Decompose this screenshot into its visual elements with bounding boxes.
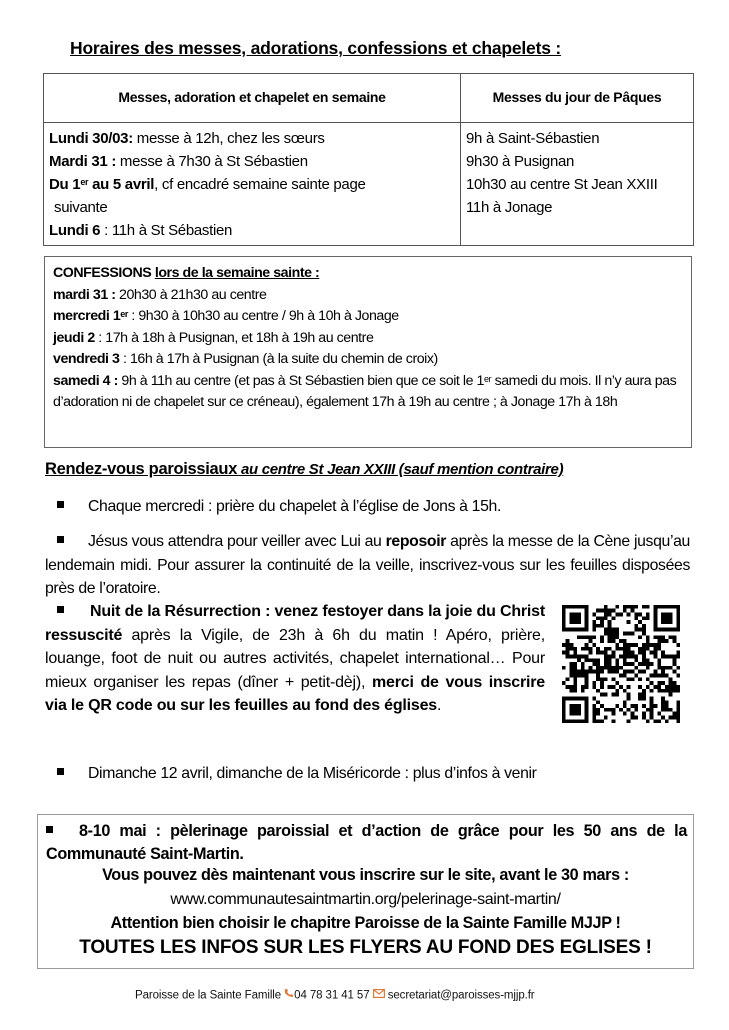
rendezvous-heading: Rendez-vous paroissiaux au centre St Jean XXIII (sauf mention contraire)	[45, 460, 564, 478]
schedule-row: Mardi 31 : messe à 7h30 à St Sébastien	[49, 153, 308, 170]
email-address[interactable]: secretariat@paroisses-mjjp.fr	[387, 989, 535, 1002]
confession-item: jeudi 2 : 17h à 18h à Pusignan, et 18h à 19h au centre	[53, 329, 374, 346]
phone-number[interactable]: 04 78 31 41 57	[294, 989, 370, 1002]
easter-schedule	[466, 127, 691, 219]
schedule-row-continued: suivante	[54, 199, 108, 216]
pilgrimage-link[interactable]: www.communautesaintmartin.org/pelerinage-saint-martin/	[170, 891, 561, 908]
confessions-heading: CONFESSIONS lors de la semaine sainte :	[53, 265, 320, 281]
list-item: Dimanche 12 avril, dimanche de la Miséricorde : plus d’infos à venir	[57, 762, 537, 786]
list-item: Nuit de la Résurrection : venez festoyer dans la joie du Christ ressuscité après la Vigile, de 23h à 6h du matin ! Apéro, prière, louange, foot de nuit ou autres activités, chapelet international… Pour mieux organiser les repas (dîner + petit-dèj), merci de vous inscrire via le QR code ou sur les feuilles au fond des églises.	[45, 603, 545, 714]
easter-mass: 9h à Saint-Sébastien	[466, 130, 600, 147]
easter-mass: 11h à Jonage	[466, 199, 553, 216]
schedule-row: Du 1er au 5 avril, cf encadré semaine sainte page	[49, 176, 366, 193]
footer	[135, 989, 535, 1002]
column-header-weekday: Messes, adoration et chapelet en semaine	[118, 89, 386, 105]
list-item: Jésus vous attendra pour veiller avec Lui au reposoir après la messe de la Cène jusqu’au lendemain midi. Pour assurer la continuité de la veille, inscrivez-vous sur les feuilles disposées près de l’oratoire.	[45, 533, 690, 597]
schedule-row: Lundi 30/03: messe à 12h, chez les sœurs	[49, 130, 325, 147]
mail-icon	[373, 989, 385, 1001]
phone-icon	[284, 988, 294, 1001]
schedule-table	[43, 73, 694, 246]
pilgrimage-announcement: 8-10 mai : pèlerinage paroissial et d’action de grâce pour les 50 ans de la Communauté Saint-Martin.	[46, 822, 687, 863]
confession-item: vendredi 3 : 16h à 17h à Pusignan (à la suite du chemin de croix)	[53, 351, 438, 367]
pilgrimage-registration: Vous pouvez dès maintenant vous inscrire sur le site, avant le 30 mars :	[102, 866, 629, 884]
pilgrimage-box	[37, 814, 694, 969]
confessions-box	[44, 256, 692, 448]
confession-item: mardi 31 : 20h30 à 21h30 au centre	[53, 286, 267, 303]
table-divider	[44, 122, 693, 123]
column-header-easter: Messes du jour de Pâques	[492, 89, 662, 105]
schedule-row: Lundi 6 : 11h à St Sébastien	[49, 222, 233, 239]
pilgrimage-notice: Attention bien choisir le chapitre Paroisse de la Sainte Famille MJJP !	[110, 914, 621, 932]
easter-mass: 9h30 à Pusignan	[466, 153, 575, 170]
page-title: Horaires des messes, adorations, confessions et chapelets :	[70, 38, 562, 58]
parish-name: Paroisse de la Sainte Famille	[135, 989, 282, 1002]
bullet-icon	[46, 826, 53, 833]
bullet-icon	[57, 501, 64, 508]
qr-code[interactable]	[556, 601, 686, 727]
bullet-icon	[57, 606, 64, 613]
confession-item: samedi 4 : 9h à 11h au centre (et pas à St Sébastien bien que ce soit le 1er samedi du mois. Il n’y aura pas d’adoration ni de chapelet sur ce créneau), également 17h à 19h au centre ; à Jonage 17h à 18h	[53, 372, 677, 410]
weekday-schedule	[49, 127, 454, 242]
easter-mass: 10h30 au centre St Jean XXIII	[466, 176, 658, 193]
bullet-icon	[57, 768, 64, 775]
bullet-icon	[57, 536, 64, 543]
list-item: Chaque mercredi : prière du chapelet à l’église de Jons à 15h.	[57, 495, 501, 519]
confession-item: mercredi 1er : 9h30 à 10h30 au centre / 9h à 10h à Jonage	[53, 308, 399, 324]
pilgrimage-flyers: TOUTES LES INFOS SUR LES FLYERS AU FOND DES EGLISES !	[79, 937, 652, 958]
